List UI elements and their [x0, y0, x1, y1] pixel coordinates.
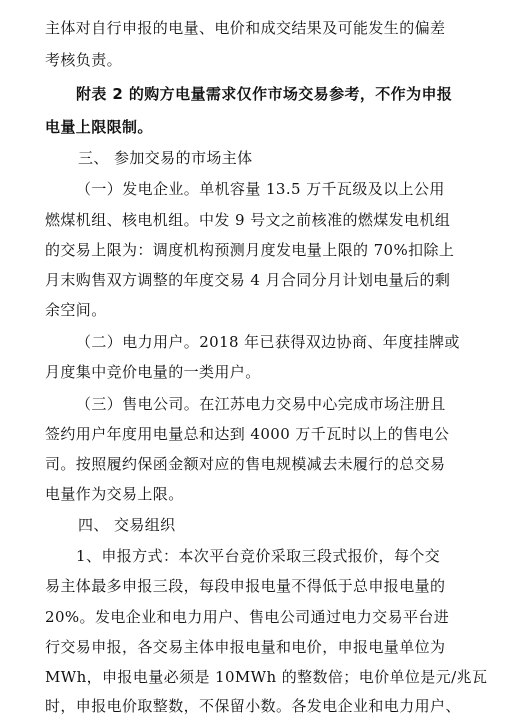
text-line: 签约用户年度用电量总和达到 4000 万千瓦时以上的售电公 [45, 425, 450, 443]
text-line: 月末购售双方调整的年度交易 4 月合同分月计划电量后的剩 [45, 271, 451, 289]
bold-text-line: 电量上限限制。 [45, 118, 153, 136]
text-line: （二）电力用户。2018 年已获得双边协商、年度挂牌或 [76, 333, 460, 351]
section-heading: 三、 参加交易的市场主体 [78, 149, 253, 167]
text-line: 1、申报方式：本次平台竞价采取三段式报价，每个交 [76, 547, 441, 565]
text-line: 月度集中竞价电量的一类用户。 [45, 363, 261, 381]
text-line: 时，申报电价取整数，不保留小数。各发电企业和电力用户、 [45, 697, 461, 715]
text-line: （三）售电公司。在江苏电力交易中心完成市场注册且 [76, 395, 446, 413]
text-line: （一）发电企业。单机容量 13.5 万千瓦级及以上公用 [76, 180, 445, 198]
text-line: 易主体最多申报三段，每段申报电量不得低于总申报电量的 [45, 577, 446, 595]
text-line: 燃煤机组、核电机组。中发 9 号文之前核准的燃煤发电机组 [45, 211, 451, 229]
text-line: 行交易申报，各交易主体申报电量和电价，申报电量单位为 [45, 638, 446, 656]
text-line: 司。按照履约保函金额对应的售电规模减去未履行的总交易 [45, 455, 446, 473]
text-line: 电量作为交易上限。 [45, 485, 184, 503]
text-line: MWh，申报电量必须是 10MWh 的整数倍；电价单位是元/兆瓦 [45, 668, 488, 686]
text-line: 余空间。 [45, 301, 107, 319]
section-heading: 四、 交易组织 [78, 516, 176, 534]
text-line: 考核负责。 [45, 51, 123, 69]
bold-text-line: 附表 2 的购方电量需求仅作市场交易参考，不作为申报 [76, 85, 453, 103]
text-line: 主体对自行申报的电量、电价和成交结果及可能发生的偏差 [45, 19, 446, 37]
text-line: 20%。发电企业和电力用户、售电公司通过电力交易平台进 [45, 608, 450, 626]
text-line: 的交易上限为：调度机构预测月度发电量上限的 70%扣除上 [45, 241, 455, 259]
